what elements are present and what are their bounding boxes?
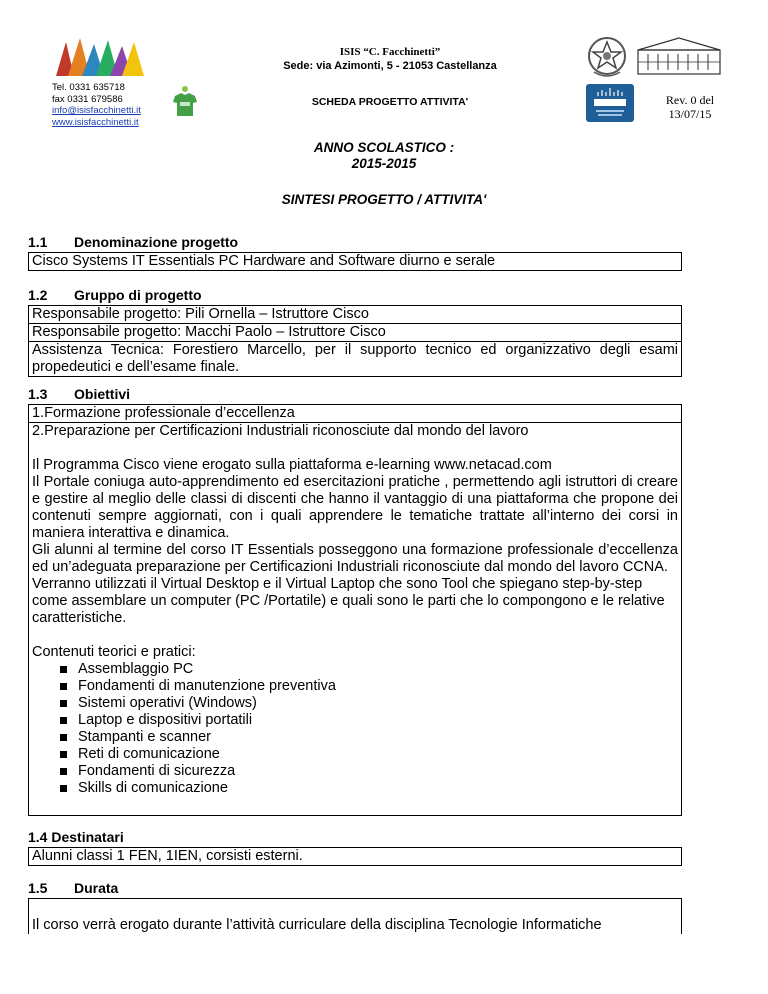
school-heading: [230, 46, 550, 72]
contents-label: Contenuti teorici e pratici:: [32, 644, 196, 660]
project-name: Cisco Systems IT Essentials PC Hardware and Software diurno e serale: [32, 253, 496, 269]
section-1-3-box: [28, 404, 682, 816]
revision-date: 13/07/15: [668, 107, 712, 121]
list-item: Sistemi operativi (Windows): [78, 695, 678, 712]
section-title: Durata: [74, 880, 119, 896]
section-title: Obiettivi: [74, 386, 131, 402]
list-item: Laptop e dispositivi portatili: [78, 712, 678, 729]
team-row: Assistenza Tecnica: Forestiero Marcello, per il supporto tecnico ed organizzativo degli esami propedeutici e dell’esame finale.: [32, 342, 678, 375]
sintesi-title: SINTESI PROGETTO / ATTIVITA': [281, 192, 487, 207]
section-1-3-heading: [28, 386, 130, 402]
list-item: Fondamenti di manutenzione preventiva: [78, 678, 678, 695]
cisco-academy-logo-icon: [586, 84, 634, 122]
contents-list: [32, 661, 678, 797]
school-year: [200, 140, 568, 172]
list-item: Skills di comunicazione: [78, 780, 678, 797]
republic-emblem-icon: [586, 34, 628, 80]
website-link[interactable]: www.isisfacchinetti.it: [52, 116, 139, 128]
section-1-1-box: [28, 252, 682, 271]
section-1-4-box: [28, 847, 682, 866]
school-logo: [52, 36, 148, 80]
school-name: ISIS “C. Facchinetti”: [339, 46, 441, 58]
objectives-body: [29, 423, 681, 797]
objective-item: 2.Preparazione per Certificazioni Industriali riconosciute dal mondo del lavoro: [32, 423, 529, 439]
school-address: Sede: via Azimonti, 5 - 21053 Castellanza: [283, 60, 497, 72]
description-paragraph: Il Portale coniuga auto-apprendimento ed esercitazioni pratiche , permettendo agli istruttori di creare e gestire al meglio delle classi di discenti che hanno il vantaggio di una piattaforma che propone dei contenuti sempre aggiornati, con i quali apprendere le tematiche trattate all’interno dei corsi in maniera interattiva e dinamica.: [32, 474, 678, 541]
team-row: Responsabile progetto: Pili Ornella – Istruttore Cisco: [29, 306, 681, 324]
section-1-5-heading: [28, 880, 118, 896]
description-paragraph: Il Programma Cisco viene erogato sulla piattaforma e-learning www.netacad.com: [32, 457, 552, 473]
tel-text: Tel. 0331 635718: [52, 82, 125, 93]
section-1-2-heading: [28, 287, 202, 303]
section-1-1-heading: [28, 234, 238, 250]
list-item: Assemblaggio PC: [78, 661, 678, 678]
section-number: 1.1: [28, 234, 48, 250]
section-number: 1.5: [28, 880, 48, 896]
scheda-title: SCHEDA PROGETTO ATTIVITA': [311, 96, 469, 108]
recipients-text: Alunni classi 1 FEN, 1IEN, corsisti esterni.: [32, 848, 303, 864]
section-1-4-heading: 1.4 Destinatari: [28, 829, 124, 845]
section-number: 1.2: [28, 287, 48, 303]
team-row: Responsabile progetto: Macchi Paolo – Istruttore Cisco: [29, 324, 681, 342]
duration-text: Il corso verrà erogato durante l’attività curriculare della disciplina Tecnologie Informatiche: [32, 917, 602, 933]
description-paragraph: Verranno utilizzati il Virtual Desktop e il Virtual Laptop che sono Tool che spiegano step-by-step come assemblare un computer (PC /Portatile) e quali sono le parti che lo compongono e le relative caratteristiche.: [32, 576, 665, 626]
list-item: Reti di comunicazione: [78, 746, 678, 763]
tshirt-logo-icon: [170, 84, 200, 118]
school-year-value: 2015-2015: [351, 156, 417, 171]
email-link[interactable]: info@isisfacchinetti.it: [52, 105, 141, 116]
revision-info: [650, 93, 730, 121]
section-title: Gruppo di progetto: [74, 287, 202, 303]
section-number: 1.3: [28, 386, 48, 402]
fax-text: fax 0331 679586: [52, 93, 123, 105]
section-title: Denominazione progetto: [74, 234, 239, 250]
list-item: Fondamenti di sicurezza: [78, 763, 678, 780]
section-1-2-box: [28, 305, 682, 377]
school-building-icon: [636, 36, 722, 76]
list-item: Stampanti e scanner: [78, 729, 678, 746]
school-year-label: ANNO SCOLASTICO :: [313, 140, 455, 155]
objective-item: 1.Formazione professionale d’eccellenza: [29, 405, 681, 423]
section-1-5-box: [28, 898, 682, 934]
contacts-block: [52, 82, 141, 128]
description-paragraph: Gli alunni al termine del corso IT Essentials posseggono una formazione professionale d’eccellenza ed un’adeguata preparazione per Certificazioni Industriali riconosciute dal mondo del lavoro CCNA.: [32, 542, 678, 575]
revision-label: Rev. 0 del: [665, 93, 715, 107]
